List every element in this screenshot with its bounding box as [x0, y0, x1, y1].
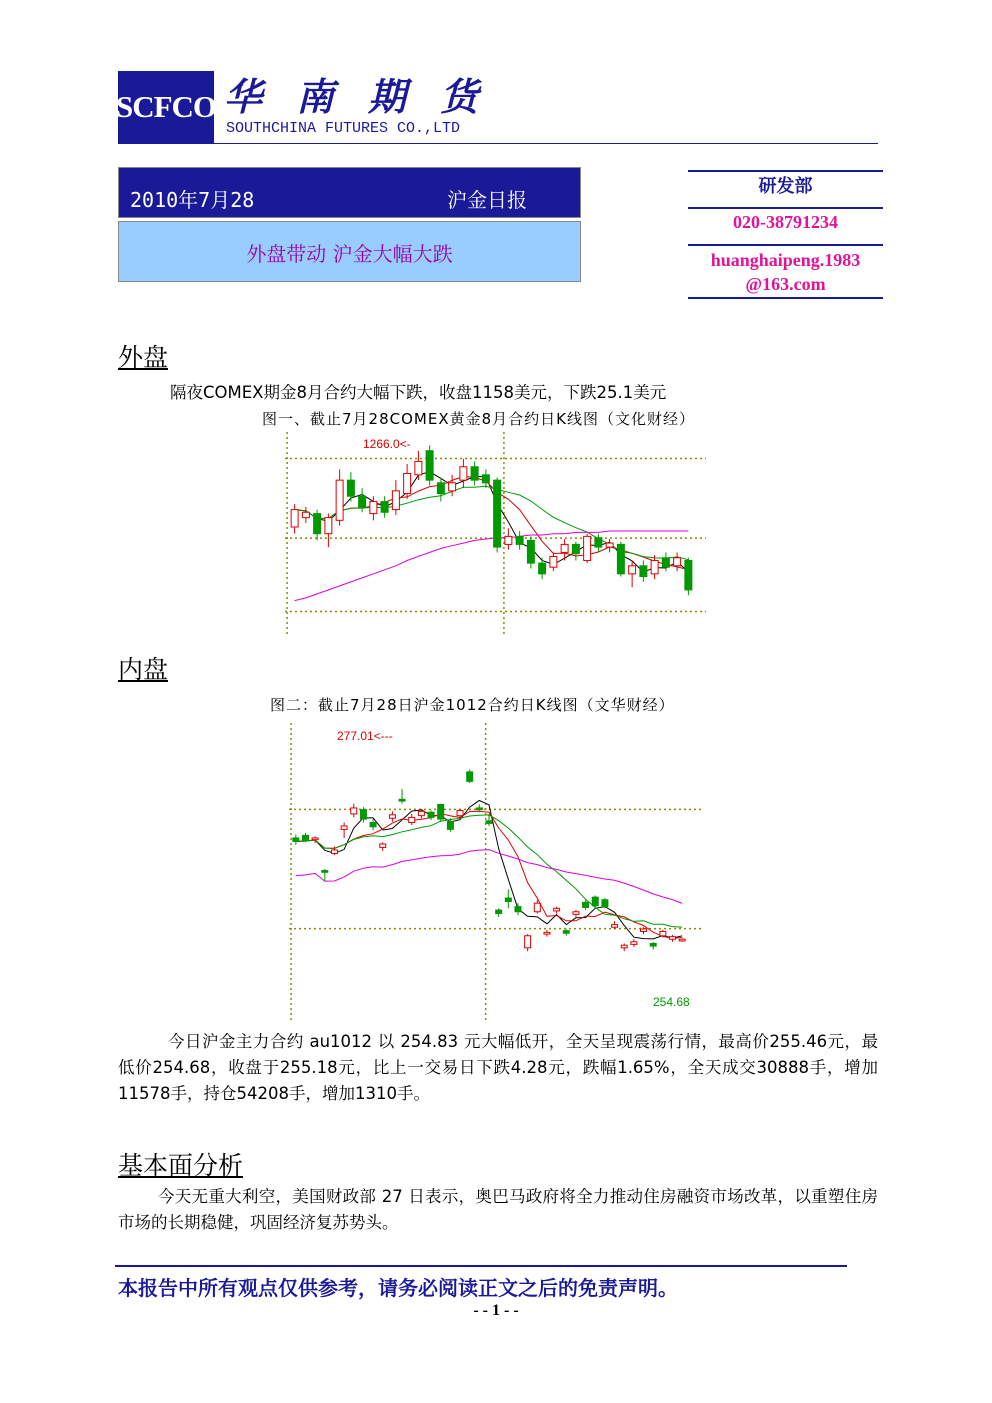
candle-body [592, 897, 598, 906]
candle-body [573, 912, 579, 915]
company-logo: SCFCO [118, 71, 214, 143]
candle-body [660, 931, 666, 935]
candle-body [606, 543, 613, 547]
figure2-caption: 图二：截止7月28日沪金1012合约日K线图（文华财经） [270, 696, 675, 714]
candle-body [670, 937, 676, 940]
contact-divider [688, 207, 883, 209]
candle-body [617, 544, 624, 573]
disclaimer: 本报告中所有观点仅供参考，请务必阅读正文之后的免责声明。 [118, 1276, 678, 1300]
candle-body [404, 473, 411, 493]
candle-body [629, 566, 636, 574]
candle-body [486, 821, 492, 824]
candle-body [515, 907, 521, 912]
candle-body [476, 808, 482, 810]
shfe-gold-kline-chart [289, 723, 703, 1021]
candle-body [467, 772, 473, 781]
candle-body [554, 908, 560, 911]
candle-body [302, 512, 309, 517]
candle-body [460, 467, 467, 480]
candle-body [685, 560, 692, 589]
page-number: - - 1 - - [473, 1302, 519, 1319]
candle-body [331, 850, 337, 853]
candle-body [351, 808, 357, 814]
candle-body [426, 451, 433, 480]
candle-body [312, 838, 318, 840]
foreign-market-text: 隔夜COMEX期金8月合约大幅下跌，收盘1158美元，下跌25.1美元 [170, 383, 667, 402]
chart-annotation: 1266.0<- [363, 437, 411, 451]
fundamental-text: 今天无重大利空，美国财政部 27 日表示，奥巴马政府将全力推动住房融资市场改革，以重塑住房市场的长期稳健，巩固经济复苏势头。 [118, 1187, 878, 1232]
candle-body [370, 502, 377, 514]
candle-body [447, 822, 453, 830]
report-date: 2010年7月28 [130, 188, 255, 212]
candle-body [341, 826, 347, 829]
figure1-caption: 图一、截止7月28COMEX黄金8月合约日K线图（文化财经） [262, 410, 695, 428]
candle-body [359, 496, 366, 507]
candle-body [437, 483, 444, 494]
candle-body [482, 475, 489, 483]
candle-body [336, 480, 343, 520]
candle-body [302, 835, 308, 840]
section-title-fundamental: 基本面分析 [118, 1151, 244, 1180]
candle-body [505, 536, 512, 544]
candle-body [539, 563, 546, 574]
candle-body [602, 900, 608, 907]
candle-body [621, 945, 627, 948]
candle-body [662, 558, 669, 567]
candle-body [583, 902, 589, 907]
contact-divider [688, 244, 883, 246]
contact-divider [688, 297, 883, 299]
candle-body [418, 811, 424, 815]
candle-body [409, 817, 415, 822]
candle-body [438, 805, 444, 820]
candle-body [322, 871, 328, 873]
headline: 外盘带动 沪金大幅大跌 [246, 242, 453, 266]
chart-annotation: 277.01<--- [337, 729, 393, 743]
candle-body [525, 936, 531, 948]
candle-body [641, 929, 647, 932]
candle-body [572, 544, 579, 553]
candle-body [291, 510, 298, 527]
candle-body [631, 942, 637, 945]
chart-annotation: 254.68 [653, 995, 690, 1009]
report-name: 沪金日报 [447, 188, 527, 212]
brand-name-en: SOUTHCHINA FUTURES CO.,LTD [226, 120, 461, 137]
candle-body [544, 932, 550, 934]
candle-body [381, 502, 388, 513]
candle-body [399, 799, 405, 801]
candle-body [389, 815, 395, 818]
candle-body [449, 483, 456, 491]
candle-body [679, 939, 685, 941]
candle-body [428, 812, 434, 817]
candle-body [415, 461, 422, 474]
candle-body [674, 558, 681, 566]
candle-body [612, 925, 618, 928]
contact-email-line2[interactable]: @163.com [745, 274, 826, 294]
header-divider [118, 143, 878, 144]
candle-body [380, 844, 386, 847]
candle-body [550, 556, 557, 567]
candle-body [516, 536, 523, 544]
candle-body [527, 540, 534, 563]
candle-body [505, 898, 511, 901]
candle-body [370, 823, 376, 827]
department-label: 研发部 [758, 176, 813, 197]
comex-gold-kline-chart [285, 432, 706, 636]
candle-body [392, 491, 399, 510]
candle-body [314, 514, 321, 534]
candle-body [347, 480, 354, 496]
candle-body [640, 566, 647, 577]
candle-body [563, 931, 569, 934]
candle-body [293, 838, 299, 841]
candle-body [457, 811, 463, 816]
brand-name-cn: 华南期货 [224, 75, 513, 119]
candle-body [595, 538, 602, 547]
candle-body [325, 518, 332, 534]
ma-line-trend [296, 850, 682, 904]
contact-email-line1[interactable]: huanghaipeng.1983 [710, 250, 861, 270]
candle-body [561, 544, 568, 552]
candle-body [496, 910, 502, 913]
candle-body [584, 536, 591, 560]
candle-body [650, 944, 656, 947]
contact-phone: 020-38791234 [733, 212, 838, 232]
candle-body [471, 467, 478, 480]
candle-body [651, 560, 658, 573]
section-title-foreign: 外盘 [118, 343, 169, 372]
footer-divider [115, 1265, 847, 1267]
candle-body [360, 810, 366, 819]
candle-body [494, 480, 501, 547]
domestic-market-text: 今日沪金主力合约 au1012 以 254.83 元大幅低开，全天呈现震荡行情，最高价255.46元，最低价254.68，收盘于255.18元，比上一交易日下跌4.28元，跌幅1.65%，全天成交30888手，增加11578手，持仓54208手，增加1310手。 [118, 1032, 878, 1103]
candle-body [534, 903, 540, 912]
section-title-domestic: 内盘 [118, 655, 169, 684]
